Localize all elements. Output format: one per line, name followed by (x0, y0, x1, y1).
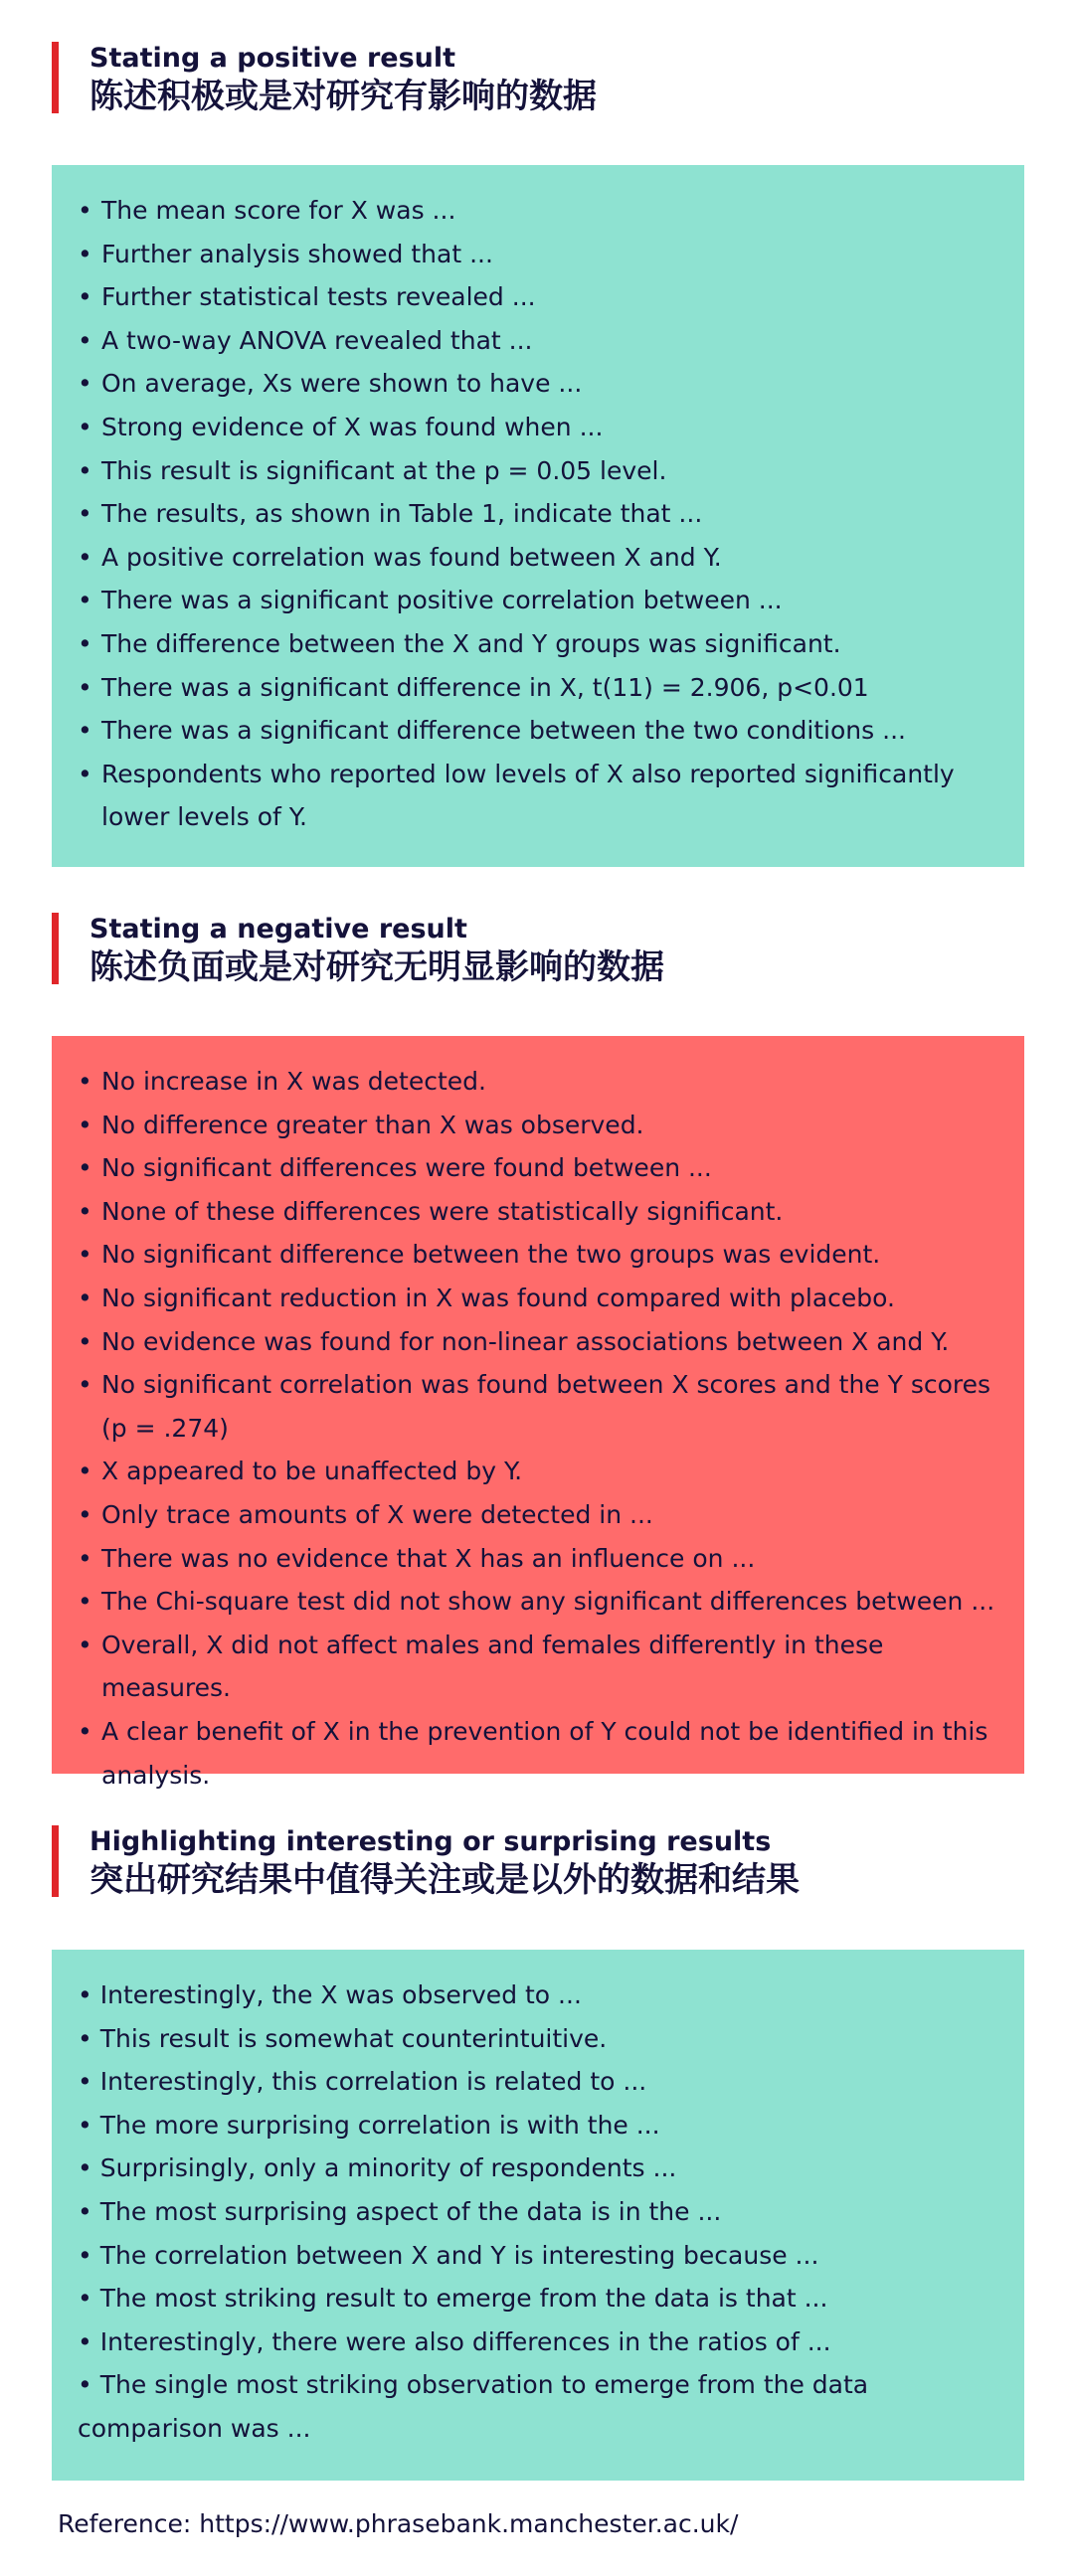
phrase-item: • A clear benefit of X in the prevention of Y could not be identified in this analysis. (78, 1710, 996, 1797)
bullet: • (78, 239, 92, 268)
phrase-item: • Interestingly, the X was observed to ... (78, 1980, 582, 2009)
bullet: • (78, 2370, 92, 2400)
positive-results-box (52, 165, 1024, 867)
interesting-results-box (52, 1950, 1024, 2481)
bullet: • (78, 1110, 92, 1139)
bullet: • (78, 1980, 92, 2009)
bullet: • (78, 325, 92, 355)
phrase-item: • The correlation between X and Y is interesting because ... (78, 2240, 819, 2270)
phrase-item: • The single most striking observation to emerge from the data comparison was ... (78, 2370, 869, 2443)
phrase-item: • Surprisingly, only a minority of respondents ... (78, 2153, 677, 2183)
phrase-item: • None of these differences were statistically significant. (78, 1190, 996, 1234)
bullet: • (78, 672, 92, 702)
section-accent-bar (52, 913, 59, 984)
phrase-item: • On average, Xs were shown to have ... (78, 362, 996, 406)
bullet: • (78, 2326, 92, 2356)
section-title-en: Highlighting interesting or surprising results (90, 1826, 772, 1857)
bullet: • (78, 1587, 92, 1617)
bullet: • (78, 455, 92, 485)
bullet: • (78, 1499, 92, 1529)
bullet: • (78, 282, 92, 312)
section-title-zh: 突出研究结果中值得关注或是以外的数据和结果 (90, 1860, 800, 1900)
section-accent-bar (52, 1825, 59, 1897)
phrase-item: • No evidence was found for non-linear associations between X and Y. (78, 1320, 996, 1364)
interesting-section-header (52, 1825, 800, 1901)
phrase-item: • The more surprising correlation is with the ... (78, 2110, 660, 2140)
bullet: • (78, 1716, 92, 1746)
reference-text: Reference: https://www.phrasebank.manchester.ac.uk/ (58, 2509, 739, 2538)
phrase-item: • No significant differences were found between ... (78, 1146, 996, 1190)
bullet: • (78, 2153, 92, 2183)
phrase-item: • A two-way ANOVA revealed that ... (78, 319, 996, 363)
phrase-list (78, 1060, 996, 1797)
section-title-zh: 陈述负面或是对研究无明显影响的数据 (90, 947, 664, 987)
section-title-en: Stating a positive result (90, 43, 456, 74)
phrase-item: • The difference between the X and Y groups was significant. (78, 622, 996, 666)
bullet: • (78, 196, 92, 225)
bullet: • (78, 542, 92, 572)
phrase-list (78, 1974, 996, 2451)
phrase-item: • Interestingly, there were also differences in the ratios of ... (78, 2326, 831, 2356)
phrase-list (78, 189, 996, 839)
bullet: • (78, 1543, 92, 1573)
bullet: • (78, 499, 92, 529)
bullet: • (78, 412, 92, 441)
phrase-item: • No significant correlation was found between X scores and the Y scores (p = .274) (78, 1363, 996, 1450)
bullet: • (78, 628, 92, 658)
bullet: • (78, 1196, 92, 1226)
phrase-item: • A positive correlation was found between X and Y. (78, 536, 996, 580)
phrase-item: • The Chi-square test did not show any significant differences between ... (78, 1580, 996, 1624)
bullet: • (78, 2196, 92, 2226)
phrase-item: • There was no evidence that X has an influence on ... (78, 1537, 996, 1581)
phrase-item: • Interestingly, this correlation is related to ... (78, 2067, 647, 2097)
bullet: • (78, 2023, 92, 2053)
bullet: • (78, 1067, 92, 1096)
phrase-item: • There was a significant difference in X, t(11) = 2.906, p<0.01 (78, 666, 996, 710)
bullet: • (78, 586, 92, 615)
phrase-item: • There was a significant difference between the two conditions ... (78, 709, 996, 753)
bullet: • (78, 1153, 92, 1183)
phrase-item: • Further analysis showed that ... (78, 233, 996, 276)
negative-section-header (52, 913, 664, 988)
section-title-en: Stating a negative result (90, 914, 467, 945)
phrase-item: • This result is significant at the p = 0.05 level. (78, 449, 996, 493)
phrase-item: • No difference greater than X was observed. (78, 1104, 996, 1147)
phrase-item: • The results, as shown in Table 1, indicate that ... (78, 492, 996, 536)
bullet: • (78, 1457, 92, 1486)
section-title-zh: 陈述积极或是对研究有影响的数据 (90, 77, 597, 116)
bullet: • (78, 2284, 92, 2314)
phrase-item: • No significant reduction in X was found compared with placebo. (78, 1277, 996, 1320)
phrase-item: • X appeared to be unaffected by Y. (78, 1450, 996, 1493)
phrase-item: • There was a significant positive correlation between ... (78, 579, 996, 622)
phrase-item: • Further statistical tests revealed ... (78, 275, 996, 319)
section-accent-bar (52, 42, 59, 113)
phrase-item: • Overall, X did not affect males and females differently in these measures. (78, 1624, 996, 1710)
phrase-item: • The mean score for X was ... (78, 189, 996, 233)
bullet: • (78, 759, 92, 788)
phrase-item: • This result is somewhat counterintuitive. (78, 2023, 608, 2053)
bullet: • (78, 1630, 92, 1659)
bullet: • (78, 1370, 92, 1400)
bullet: • (78, 369, 92, 399)
phrase-item: • Strong evidence of X was found when ... (78, 406, 996, 449)
phrase-item: • No significant difference between the two groups was evident. (78, 1233, 996, 1277)
negative-results-box (52, 1036, 1024, 1790)
bullet: • (78, 1240, 92, 1270)
bullet: • (78, 1326, 92, 1356)
positive-section-header (52, 42, 597, 117)
bullet: • (78, 716, 92, 746)
phrase-item: • The most striking result to emerge from the data is that ... (78, 2284, 828, 2314)
bullet: • (78, 1283, 92, 1312)
bullet: • (78, 2067, 92, 2097)
phrase-item: • Respondents who reported low levels of X also reported significantly lower levels of Y. (78, 753, 996, 839)
phrase-item: • The most surprising aspect of the data is in the ... (78, 2196, 722, 2226)
bullet: • (78, 2240, 92, 2270)
phrase-item: • No increase in X was detected. (78, 1060, 996, 1104)
phrase-item: • Only trace amounts of X were detected in ... (78, 1493, 996, 1537)
bullet: • (78, 2110, 92, 2140)
